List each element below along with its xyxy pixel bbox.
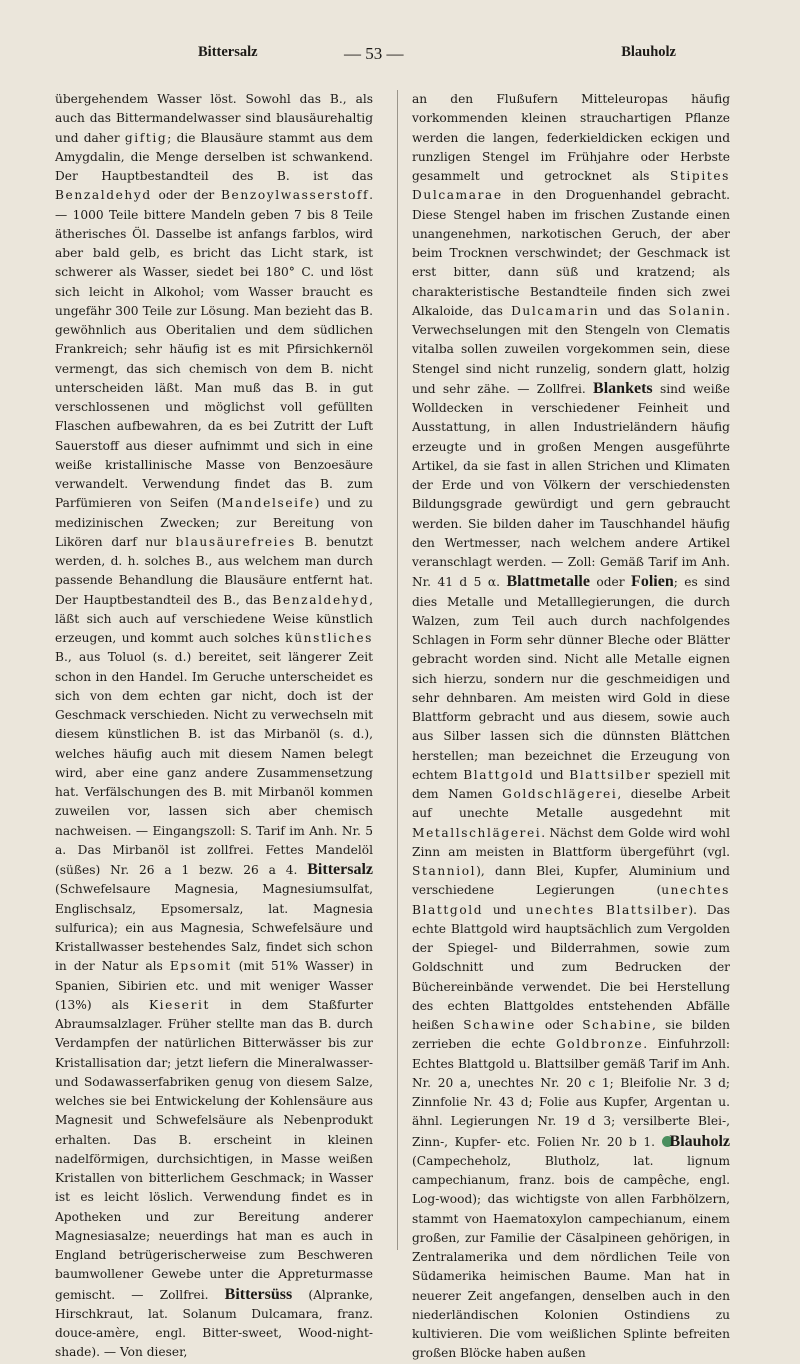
text-run: und — [483, 902, 526, 917]
spaced-term: Schawine — [463, 1018, 536, 1032]
text-run: . Verwechselungen mit den Stengeln von Clematis vitalba sollen zuweilen vorgekommen sein, diese Stengel sind nicht runzelig, sondern glatt, holzig und sehr zähe. — Zollfrei. — [412, 303, 730, 396]
text-run: ; es sind dies Metalle und Metalllegierungen, die durch Walzen, zum Teil auch durch nachfolgendes Schlagen in Form sehr dünner Bleche oder Blätter gebracht worden sind. Nicht alle Metalle eignen sich hierzu, sondern nur die geschmeidigen und sehr dehnbaren. Am meisten wird Gold in diese Blattform gebracht und aus diesem, sowie auch aus Silber lassen sich die dünnsten Blättchen herstellen; man bezeichnet die Erzeugung von echtem — [412, 575, 730, 782]
column-right — [412, 90, 730, 1364]
text-run: oder — [535, 1018, 583, 1032]
entry-keyword: Folien — [631, 573, 674, 591]
text-run: B. benutzt werden, d. h. solches B., aus welchem man durch passende Behandlung die Blausäure entfernt hat. Der Hauptbestandteil des B., das — [55, 534, 373, 607]
spaced-term: künstliches — [285, 631, 373, 645]
spaced-term: unechtes Blattgold — [412, 883, 730, 917]
entry-keyword: Bittersüss — [224, 1285, 293, 1303]
spaced-term: Goldbronze — [555, 1037, 644, 1052]
text-run: . — 1000 Teile bittere Mandeln geben 7 bis 8 Teile ätherisches Öl. Dasselbe ist anfangs farblos, wird aber bald gelb, es bricht das Licht stark, ist schwerer als Wasser, siedet bei 180° C. und löst sich leicht in Alkohol; vom Wasser braucht es ungefähr 300 Teile zur Lösung. Man bezieht das B. gewöhnlich aus Oberitalien und dem südlichen Frankreich; sehr häufig ist es mit Pfirsichkernöl vermengt, das sich chemisch von dem B. nicht unterscheiden läßt. Man muß das B. in gut verschlossenen und möglichst voll gefüllten Flaschen aufbewahren, da es bei Zutritt der Luft Sauerstoff aus dieser aufnimmt und sich in eine weiße kristallinische Masse von Benzoesäure verwandelt. Verwendung findet das B. zum Parfümieren von Seifen ( — [55, 188, 373, 511]
header-left-keyword: Bittersalz — [198, 44, 258, 60]
spaced-term: Mandelseife — [221, 496, 315, 511]
text-run: (Schwefelsaure Magnesia, Magnesiumsulfat, Englischsalz, Epsomersalz, lat. Magnesia sulfurica); ein aus Magnesia, Schwefelsäure und Kristallwasser bestehendes Salz, findet sich schon in der Natur als — [55, 882, 373, 974]
spaced-term: Solanin — [668, 303, 727, 318]
spaced-term: Blattsilber — [569, 767, 652, 782]
entry-keyword: Blankets — [593, 379, 653, 397]
text-run: B., aus Toluol (s. d.) bereitet, seit längerer Zeit schon in den Handel. Im Geruche unterscheidet es sich von dem echten gar nicht, doch ist der Geschmack verschieden. Nicht zu verwechseln mit diesem künstlichen B. ist das Mirbanöl (s. d.), welches häufig auch mit diesem Namen belegt wird, aber eine ganz andere Zusammensetzung hat. Verfälschungen des B. mit Mirbanöl kommen zuweilen vor, lassen sich aber chemisch nachweisen. — Eingangszoll: S. Tarif im Anh. Nr. 5 a. Das Mirbanöl ist zollfrei. Fettes Mandelöl (süßes) Nr. 26 a 1 bezw. 26 a 4. — [55, 650, 373, 877]
text-run: oder — [589, 575, 632, 590]
text-run: ; die Blausäure stammt aus dem Amygdalin, die Menge derselben ist schwankend. Der Hauptbestandteil des B. ist das — [55, 130, 373, 183]
spaced-term: Benzoylwasserstoff — [221, 188, 370, 203]
column-divider — [397, 90, 398, 1250]
page-number: — 53 — — [344, 44, 404, 63]
spaced-term: Benzaldehyd — [272, 592, 370, 607]
spaced-term: Blattgold — [463, 767, 535, 782]
text-run: und — [534, 767, 570, 782]
text-run: (mit 51% Wasser) in Spanien, Sibirien etc. und mit weniger Wasser (13%) als — [55, 959, 373, 1012]
spaced-term: Epsomit — [169, 959, 232, 974]
column-right-text — [412, 90, 730, 1364]
spaced-term: Stanniol — [412, 864, 477, 878]
spaced-term: Metallschlägerei — [412, 825, 542, 840]
column-left-text — [55, 90, 373, 1363]
text-run: in dem Staßfurter Abraumsalzlager. Früher stellte man das B. durch Verdampfen der natürlichen Bitterwässer bis zur Kristallisation dar; jetzt liefern die Mineralwasser- und Sodawasserfabriken genug von diesem Salze, welches sie bei Entwickelung der Kohlensäure aus Magnesit und Schwefelsäure als Nebenprodukt erhalten. Das B. erscheint in kleinen nadelförmigen, durchsichtigen, in Masse weißen Kristallen von bitterlichem Geschmack; in Wasser ist es leicht löslich. Verwendung findet es in Apotheken und zur Bereitung anderer Magnesiasalze; neuerdings hat man es auch in England betrügerischerweise zum Beschweren baumwollener Gewebe unter die Appreturmasse gemischt. — Zollfrei. — [55, 997, 374, 1302]
text-run: speziell mit dem Namen — [412, 767, 731, 801]
text-run: übergehendem Wasser löst. Sowohl das B., als auch das Bittermandelwasser sind blausäurehaltig und daher — [55, 92, 373, 145]
text-run: und das — [599, 303, 669, 318]
text-run: ). Das echte Blattgold wird hauptsächlich zum Vergolden der Spiegel- und Bilderrahmen, sowie zum Goldschnitt und zum Bedrucken der Büchereinbände verwendet. Die bei Herstellung des echten Blattgoldes entstehenden Abfälle heißen — [412, 902, 730, 1032]
spaced-term: Kieserit — [148, 997, 211, 1012]
spaced-term: Schabine — [582, 1018, 653, 1032]
entry-keyword: Blattmetalle — [506, 573, 590, 591]
text-run: in den Droguenhandel gebracht. Diese Stengel haben im frischen Zustande einen unangenehmen, narkotischen Geruch, der aber beim Trocknen verschwindet; der Geschmack ist erst bitter, dann süß und kratzend; als charakteristische Bestandteile finden sich zwei Alkaloide, das — [412, 188, 730, 318]
spaced-term: giftig — [124, 130, 168, 145]
running-header — [70, 44, 760, 74]
text-run: an den Flußufern Mitteleuropas häufig vorkommenden kleinen strauchartigen Pflanze werden die langen, federkieldicken eckigen und runzligen Stengel im Frühjahre oder Herbste gesammelt und getrocknet als — [412, 92, 730, 183]
text-run: oder der — [151, 188, 221, 203]
text-run: (Campecheholz, Blutholz, lat. lignum campechianum, franz. bois de campêche, engl. Log-wood); das wichtigste von allen Farbhölzern, stammt von Haematoxylon campechianum, einem großen, zur Familie der Cäsalpineen gehörigen, in Zentralamerika und dem nördlichen Teile von Südamerika heimischen Baume. Man hat in neuerer Zeit angefangen, denselben auch in den niederländischen Kolonien Ostindiens zu kultivieren. Die vom weißlichen Splinte befreiten großen Blöcke haben außen — [412, 1153, 730, 1361]
entry-keyword: Bittersalz — [307, 861, 373, 878]
entry-keyword: Blauholz — [669, 1132, 730, 1150]
spaced-term: Goldschlägerei — [502, 787, 618, 801]
text-run: sind weiße Wolldecken in verschiedener Feinheit und Ausstattung, in allen Industrieländern häufig erzeugte und in großen Mengen ausgeführte Artikel, da sie fast in allen Strichen und Klimaten der Erde und von Völkern der verschiedensten Bildungsgrade gewürdigt und gern gebraucht werden. Sie bilden daher im Tauschhandel häufig den Wertmesser, nach welchem andere Artikel veranschlagt werden. — Zoll: Gemäß Tarif im Anh. Nr. 41 d 5 α. — [412, 381, 730, 590]
spaced-term: Stipites Dulcamarae — [412, 169, 730, 203]
spaced-term: blausäurefreies — [175, 534, 296, 549]
text-run: , sie bilden zerrieben die echte — [412, 1018, 730, 1052]
text-run: , dieselbe Arbeit auf unechte Metalle ausgedehnt mit — [412, 787, 730, 821]
text-run: (Alpranke, Hirschkraut, lat. Solanum Dulcamara, franz. douce-amère, engl. Bitter-sweet, Wood-night-shade). — Von dieser, — [55, 1287, 373, 1360]
spaced-term: unechtes Blattsilber — [525, 902, 689, 917]
text-run: , läßt sich auch auf verschiedene Weise künstlich erzeugen, und kommt auch solches — [55, 592, 373, 645]
text-run: . Nächst dem Golde wird wohl Zinn am meisten in Blattform übergeführt (vgl. — [412, 825, 730, 859]
text-run: . Einfuhrzoll: Echtes Blattgold u. Blattsilber gemäß Tarif im Anh. Nr. 20 a, unechtes Nr. 20 c 1; Bleifolie Nr. 3 d; Zinnfolie Nr. 43 d; Folie aus Kupfer, Argentan u. ähnl. Legierungen Nr. 19 d 3; versilberte Blei-, Zinn-, Kupfer- etc. Folien Nr. 20 b 1. — [412, 1037, 730, 1149]
text-run: ), dann Blei, Kupfer, Aluminium und verschiedene Legierungen ( — [412, 864, 730, 898]
text-run: ) und zu medizinischen Zwecken; zur Bereitung von Likören darf nur — [55, 496, 374, 549]
header-right-keyword: Blauholz — [621, 44, 676, 60]
column-left — [55, 90, 373, 1363]
spaced-term: Dulcamarin — [511, 303, 600, 318]
spaced-term: Benzaldehyd — [55, 188, 152, 203]
